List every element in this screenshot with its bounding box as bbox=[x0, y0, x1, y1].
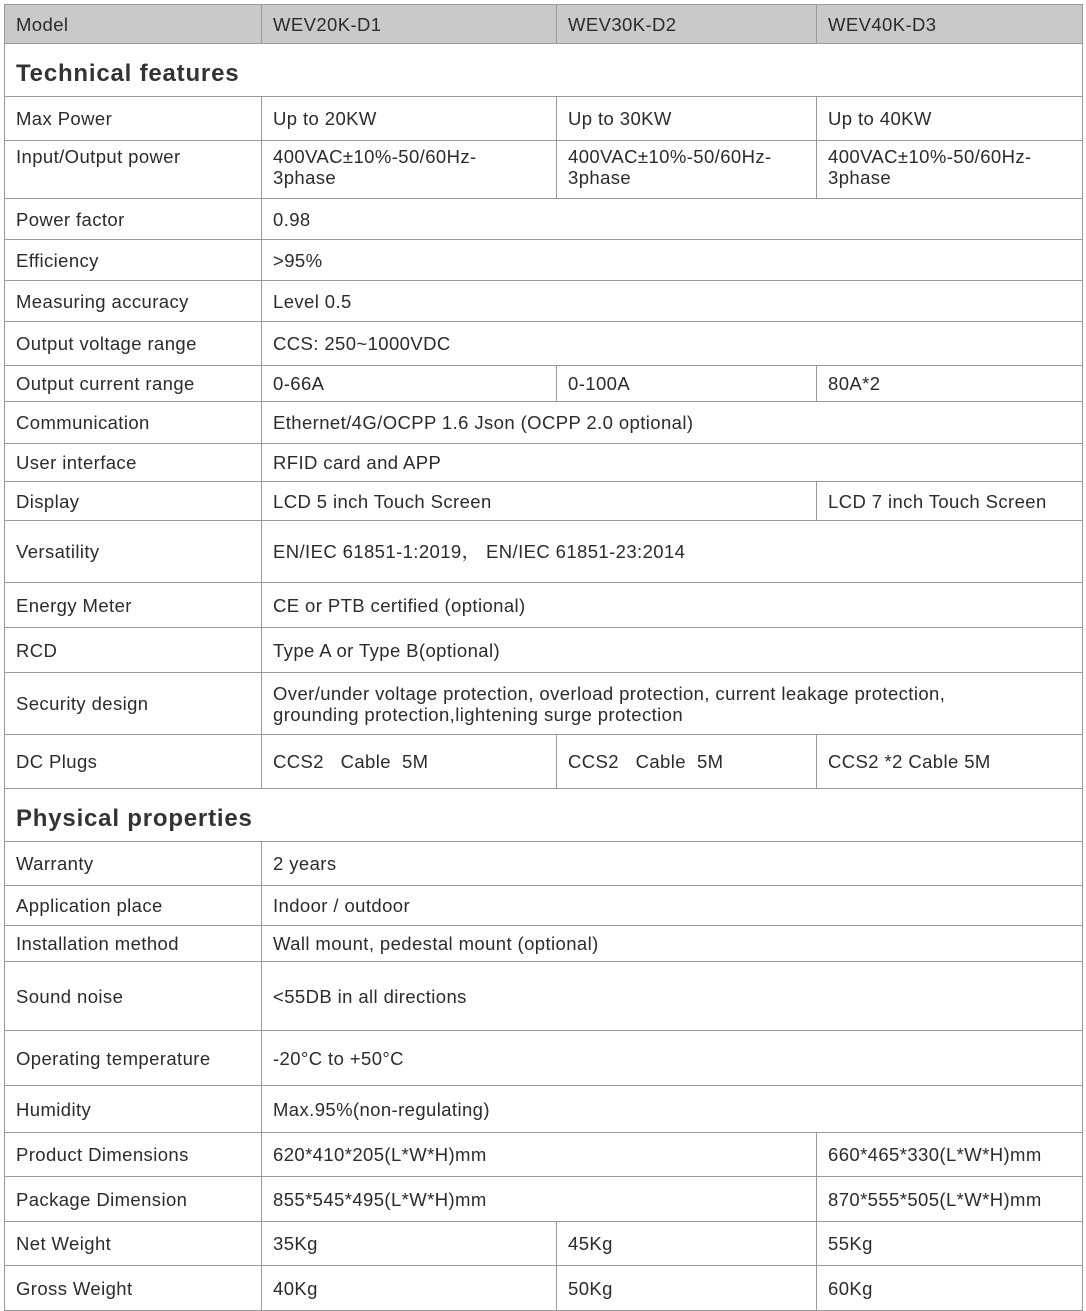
model-3-header: WEV40K-D3 bbox=[817, 5, 1083, 44]
row-label: DC Plugs bbox=[5, 735, 262, 789]
cell-value: 80A*2 bbox=[817, 366, 1083, 402]
cell-value: Ethernet/4G/OCPP 1.6 Json (OCPP 2.0 optional) bbox=[262, 402, 1083, 444]
table-row bbox=[5, 583, 1083, 628]
cell-value: Max.95%(non-regulating) bbox=[262, 1086, 1083, 1133]
row-label: Application place bbox=[5, 886, 262, 926]
table-row bbox=[5, 842, 1083, 886]
cell-value: 400VAC±10%-50/60Hz- 3phase bbox=[817, 141, 1083, 199]
row-label: Output voltage range bbox=[5, 322, 262, 366]
cell-value: 855*545*495(L*W*H)mm bbox=[262, 1177, 817, 1222]
cell-value: 0-100A bbox=[557, 366, 817, 402]
cell-value: 60Kg bbox=[817, 1266, 1083, 1311]
cell-value: 45Kg bbox=[557, 1222, 817, 1266]
row-label: Warranty bbox=[5, 842, 262, 886]
cell-value: 660*465*330(L*W*H)mm bbox=[817, 1133, 1083, 1177]
section-technical bbox=[5, 44, 1083, 97]
table-row bbox=[5, 1133, 1083, 1177]
row-label: Humidity bbox=[5, 1086, 262, 1133]
row-label: Energy Meter bbox=[5, 583, 262, 628]
row-label: User interface bbox=[5, 444, 262, 482]
table-row bbox=[5, 281, 1083, 322]
row-label: Operating temperature bbox=[5, 1031, 262, 1086]
cell-value: Wall mount, pedestal mount (optional) bbox=[262, 926, 1083, 962]
table-row bbox=[5, 1177, 1083, 1222]
row-label: Efficiency bbox=[5, 240, 262, 281]
cell-value: CCS2 *2 Cable 5M bbox=[817, 735, 1083, 789]
table-row bbox=[5, 962, 1083, 1031]
cell-value: 400VAC±10%-50/60Hz- 3phase bbox=[262, 141, 557, 199]
section-physical bbox=[5, 789, 1083, 842]
table-row bbox=[5, 926, 1083, 962]
table-row bbox=[5, 402, 1083, 444]
model-1-header: WEV20K-D1 bbox=[262, 5, 557, 44]
cell-value: <55DB in all directions bbox=[262, 962, 1083, 1031]
cell-value: CCS2 Cable 5M bbox=[262, 735, 557, 789]
table-row bbox=[5, 366, 1083, 402]
cell-value: Type A or Type B(optional) bbox=[262, 628, 1083, 673]
table-row bbox=[5, 521, 1083, 583]
cell-value: RFID card and APP bbox=[262, 444, 1083, 482]
cell-value: CE or PTB certified (optional) bbox=[262, 583, 1083, 628]
cell-value: LCD 7 inch Touch Screen bbox=[817, 482, 1083, 521]
cell-value: Up to 30KW bbox=[557, 97, 817, 141]
cell-value: 2 years bbox=[262, 842, 1083, 886]
cell-value: >95% bbox=[262, 240, 1083, 281]
table-row bbox=[5, 886, 1083, 926]
table-row bbox=[5, 1031, 1083, 1086]
table-row bbox=[5, 1266, 1083, 1311]
row-label: Sound noise bbox=[5, 962, 262, 1031]
model-header: Model bbox=[5, 5, 262, 44]
cell-value: 55Kg bbox=[817, 1222, 1083, 1266]
row-label: Measuring accuracy bbox=[5, 281, 262, 322]
table-row bbox=[5, 141, 1083, 199]
row-label: Max Power bbox=[5, 97, 262, 141]
cell-value: 50Kg bbox=[557, 1266, 817, 1311]
table-row bbox=[5, 322, 1083, 366]
cell-value: 620*410*205(L*W*H)mm bbox=[262, 1133, 817, 1177]
table-row bbox=[5, 673, 1083, 735]
table-row bbox=[5, 1222, 1083, 1266]
cell-value: -20°C to +50°C bbox=[262, 1031, 1083, 1086]
row-label: Security design bbox=[5, 673, 262, 735]
model-2-header: WEV30K-D2 bbox=[557, 5, 817, 44]
cell-value: 0.98 bbox=[262, 199, 1083, 240]
cell-value: 870*555*505(L*W*H)mm bbox=[817, 1177, 1083, 1222]
row-label: Power factor bbox=[5, 199, 262, 240]
table-row bbox=[5, 628, 1083, 673]
section-title: Technical features bbox=[5, 44, 1083, 97]
table-row bbox=[5, 735, 1083, 789]
row-label: Output current range bbox=[5, 366, 262, 402]
row-label: Package Dimension bbox=[5, 1177, 262, 1222]
header-row bbox=[5, 5, 1083, 44]
row-label: Product Dimensions bbox=[5, 1133, 262, 1177]
cell-value: EN/IEC 61851-1:2019， EN/IEC 61851-23:2014 bbox=[262, 521, 1083, 583]
cell-value: 40Kg bbox=[262, 1266, 557, 1311]
table-row bbox=[5, 444, 1083, 482]
row-label: Versatility bbox=[5, 521, 262, 583]
row-label: Gross Weight bbox=[5, 1266, 262, 1311]
cell-value: 400VAC±10%-50/60Hz- 3phase bbox=[557, 141, 817, 199]
row-label: Net Weight bbox=[5, 1222, 262, 1266]
cell-value: Over/under voltage protection, overload protection, current leakage protection, grounding protection,lightening surge protection bbox=[262, 673, 1083, 735]
cell-value: Up to 40KW bbox=[817, 97, 1083, 141]
cell-value: 0-66A bbox=[262, 366, 557, 402]
cell-value: CCS: 250~1000VDC bbox=[262, 322, 1083, 366]
table-row bbox=[5, 1086, 1083, 1133]
table-row bbox=[5, 97, 1083, 141]
cell-value: Indoor / outdoor bbox=[262, 886, 1083, 926]
table-row bbox=[5, 482, 1083, 521]
row-label: Installation method bbox=[5, 926, 262, 962]
table-row bbox=[5, 240, 1083, 281]
cell-value: LCD 5 inch Touch Screen bbox=[262, 482, 817, 521]
cell-value: CCS2 Cable 5M bbox=[557, 735, 817, 789]
spec-table bbox=[4, 4, 1083, 1311]
cell-value: Up to 20KW bbox=[262, 97, 557, 141]
row-label: RCD bbox=[5, 628, 262, 673]
section-title: Physical properties bbox=[5, 789, 1083, 842]
cell-value: Level 0.5 bbox=[262, 281, 1083, 322]
table-row bbox=[5, 199, 1083, 240]
cell-value: 35Kg bbox=[262, 1222, 557, 1266]
row-label: Input/Output power bbox=[5, 141, 262, 199]
row-label: Display bbox=[5, 482, 262, 521]
row-label: Communication bbox=[5, 402, 262, 444]
